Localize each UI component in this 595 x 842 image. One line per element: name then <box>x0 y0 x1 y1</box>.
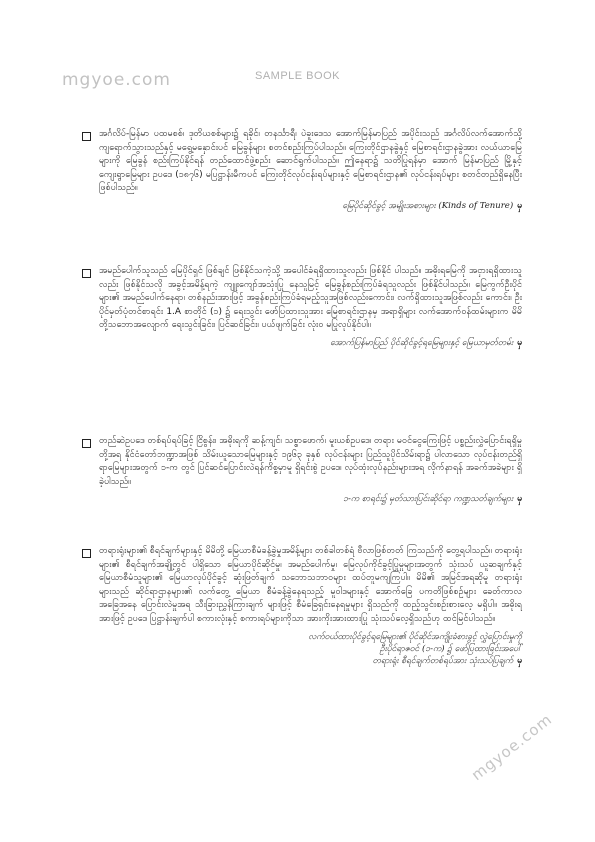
source-line-1: လက်ဝယ်ထားပိုင်ခွင့်ရမြေများ၏ ပိုင်ဆိုင်အကျိုးခံစားခွင့် လွှဲပြောင်းမှုကို <box>308 631 522 642</box>
checkbox-bullet-icon <box>82 269 91 278</box>
entry-source <box>82 200 522 212</box>
entry-2 <box>82 265 522 349</box>
source-line-2: ဦးပိုင်ရာဇဝင် (၁-က) ၌ ဖော်ပြထားခြင်းအပေါ် <box>379 643 522 654</box>
entry-text: တရားရုံးများ၏ စီရင်ချက်များနှင့် မိမိတို့ မြေယာစီမံခန့်ခွဲမှုအမိန့်များ တစ်ခါတစ်ရံ ဗီလာဖြစ်တတ် ကြသည်ကို တွေ့ရပါသည်။ တရားရုံးများ၏ စီရင်ချက်အချို့တွင် ပါရှိသော မြေယာပိုင်ဆိုင်မှု၊ အမည်ပေါက်မှု၊ မြေလုပ်ကိုင်ခွင့်ပြုမှုများအတွက် သုံးသပ် ယူဆချက်နှင့် မြေယာစီမံသူများ၏ မြေယာလုပ်ပိုင်ခွင့် ဆုံးဖြတ်ချက် သဘောသဘာဝများ ထပ်တူမကျကြပါ။ မိမိ၏ အမြင်အရဆိုမူ တရားရုံးများသည် ဆိုင်ရာဌာနများ၏ လက်တွေ့ မြေယာ စီမံခန့်ခွဲနေရသည့် မူဝါဒများနှင့် အောက်ခြေ ပကတိဖြစ်စဉ်များ ခေတ်ကာလ အခြေအနေ ပြောင်းလဲမှုအရ သီးခြားညွှန်ကြားချက် များဖြင့် စီမံခြေရှင်းနေရမှုများ ရှိသည်ကို ထည့်သွင်းစဉ်းစားလေ့ မရှိပါ။ အဓိုးရအားဖြင့် ဥပဒေ ပြဋ္ဌာန်းချက်ပါ စကားလုံးနှင့် စကားရပ်များကိုသာ အားကိုးအားထားပြု သုံးသပ်လေ့ရှိသည်ဟု ထင်မြင်ပါသည်။ <box>99 546 522 624</box>
entry-1 <box>82 128 522 212</box>
checkbox-bullet-icon <box>82 549 91 558</box>
source-mark: မှ <box>517 200 522 211</box>
entry-3 <box>82 435 522 505</box>
source-title: ၁-က စာရင်း၌ မှတ်သားပြင်းဆိုင်ရာ ကဏ္ဍသတ်ချက်များ <box>343 494 514 505</box>
entry-text: တည်ဆဲဥပဒေ တစ်ရပ်ရပ်ခြင့် ငြိစွန်း၊ အဓိုးရကို ဆန့်ကျင်၊ သစ္စာဖောက်၊ မူးယစ်ဥပဒေ၊ တရား မဝင်ငွေကြေးဖြင့် ပစ္စည်းလွှဲပြောင်းရရှိမှုတို့အရ နိုင်ငံတော်ဘဏ္ဍာအဖြစ် သိမ်းယူသောမြေများနှင့် ၁၉၆၃ ခုနှစ် လုပ်ငန်းများ ပြည်သူပိုင်သိမ်းရာ၌ ပါလာသော လုပ်ငန်းတည်ရှိရာမြေများအတွက် ၁-က တွင် ပြင်ဆင်ပြောင်းလဲရန်ကိစ္စမှာမူ ရှိရင်းစွဲ ဥပဒေ၊ လုပ်ထုံးလုပ်နည်းများအရ လိုက်နာရန် အခက်အခဲများ ရှိခဲ့ပါသည်။ <box>99 436 522 487</box>
watermark-site-corner: mgyoe.com <box>468 710 556 785</box>
entry-source <box>82 631 522 667</box>
watermark-site-top: mgyoe.com <box>62 70 171 90</box>
checkbox-bullet-icon <box>82 439 91 448</box>
checkbox-bullet-icon <box>82 132 91 141</box>
entry-source <box>82 337 522 349</box>
source-line-3: တရားရုံး စီရင်ချက်တစ်ရပ်အား သုံးသပ်ပြချက် <box>372 655 514 666</box>
source-mark: မှ <box>517 494 522 505</box>
source-title: မြေပိုင်ဆိုင်ခွင့် အမျိုးအစားများ (Kinds of Tenure) <box>342 200 514 211</box>
source-mark: မှ <box>517 655 522 666</box>
entry-4 <box>82 545 522 667</box>
source-title: အောက်ပြန်မာပြည် ပိုင်ဆိုင်ခွင့်ရမြေများနှင့် မြေယာမှတ်တမ်း <box>330 337 514 348</box>
entry-source <box>82 493 522 505</box>
entry-text: အမည်ပေါက်သူသည် မြေပိုင်ရှင် ဖြစ်ချင် ဖြစ်နိုင်သကဲ့သို့ အပေါင်ခံရရှိထားသူလည်း ဖြစ်နိုင် ပါသည်။ အဓိုးရမြေကို အငှားရရှိထားသူလည်း ဖြစ်နိုင်သလို အခွင့်အမိန့်ရကဲ့ ကျူးကျော်အသုံးပြု နေသူမြင့် မြေခွန်စည်းကြပ်ခံရသူလည်း ဖြစ်နိုင်ပါသည်။ မြေကွက်ဦးပိုင်များ၏ အမည်ပေါက်နေရာ၊ တစ်နည်းအားဖြင့် အခွန်စည်းကြပ်ခံရမည့်သူအဖြစ်လည်းကောင်း၊ လက်ရှိထားသူအဖြစ်လည်း ကောင်း၊ ဦးပိုင်မှတ်ပုံတင်စာရင်း 1.A စာတိုင် (၁) ၌ ရေးသွင်း ဖော်ပြထားသူအား မြေစာရင်းဌာနမှ အရာရှိများ လက်အောက်ဝန်ထမ်းများက မိမိတို့သဘောအလျောက် ရေးသွင်းခြင်း၊ ပြင်ဆင်ခြင်း၊ ပယ်ဖျက်ခြင်း လုံးဝ မပြုလုပ်နိုင်ပါ။ <box>99 266 522 331</box>
entry-text: အင်္ဂလိပ်-မြန်မာ ပထမစစ်၊ ဒုတိယစစ်များ၌ ရခိုင်၊ တနင်္သာရီ၊ ပဲခူးဒေသ အောက်မြန်မာပြည် အပိုင်းသည် အင်္ဂလိပ်လက်အောက်သို့ ကျရောက်သွားသည်နှင့် မရွေ့မနှောင်းပင် မြေခွန်များ စတင်စည်းကြပ်ပါသည်။ ကြေးတိုင်ဌာနခွဲနှင့် မြေစာရင်းဌာနခွဲအား လယ်ယာမြေများကို မြေခွန် စည်းကြပ်နိုင်ရန် တည်ထောင်ဖွဲ့စည်း ဆောင်ရွက်ပါသည်။ ဤနေရာ၌ သတိပြုရန်မှာ အောက် မြန်မာပြည် မြို့နှင့်ကျေးရွာမြေများ ဥပဒေ (၁၈၇၆) မပြဋ္ဌာန်းမီကပင် ကြေးတိုင်လုပ်ငန်းရပ်များနှင့် မြေစာရင်းဌာန၏ လုပ်ငန်းရပ်များ စတင်တည်ရှိနေပြီး ဖြစ်ပါသည်။ <box>99 129 522 194</box>
source-mark: မှ <box>517 337 522 348</box>
sample-book-label: SAMPLE BOOK <box>255 70 340 82</box>
